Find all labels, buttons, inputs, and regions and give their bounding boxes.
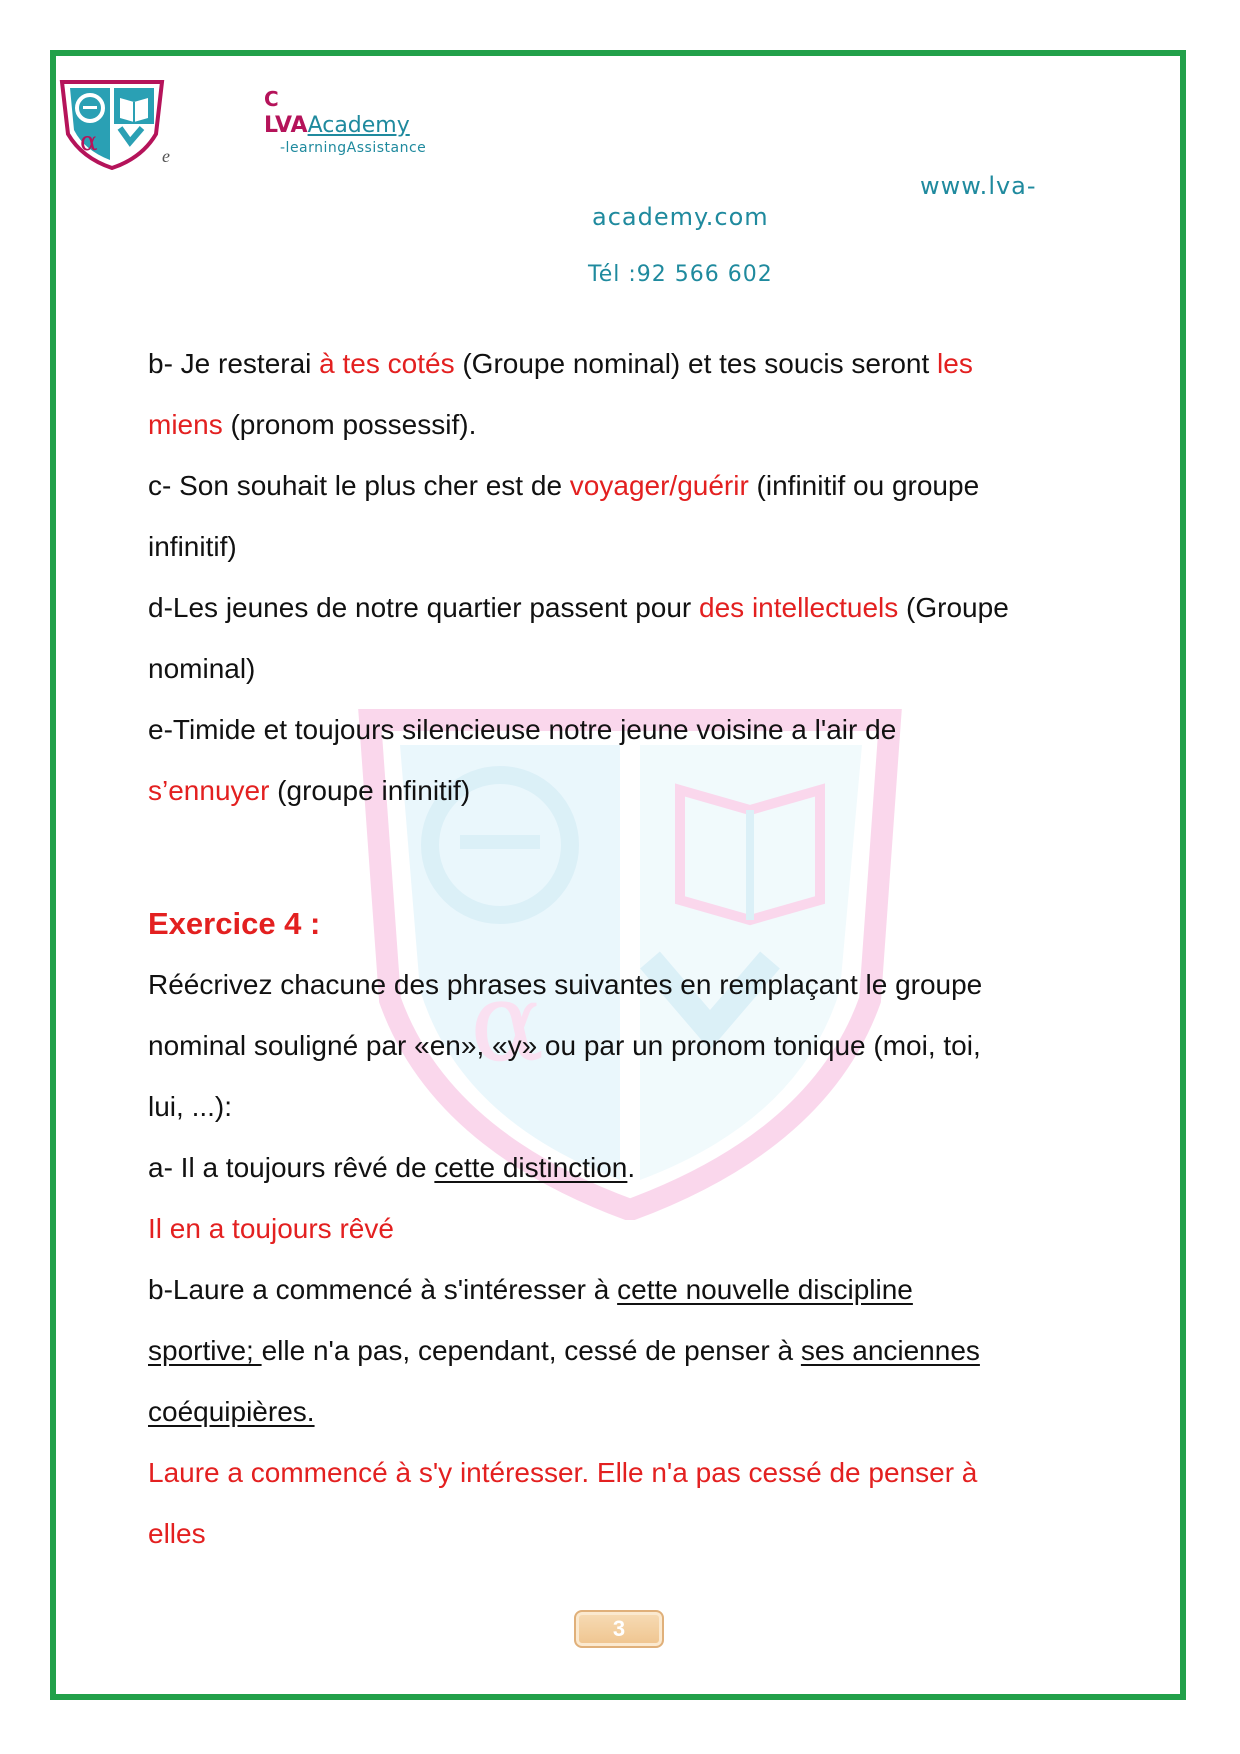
answer-d-line1 xyxy=(148,577,1108,638)
website-link-part2[interactable]: academy.com xyxy=(592,203,769,231)
question-a xyxy=(148,1137,1108,1198)
answer-b-text: (Groupe nominal) et tes soucis seront xyxy=(454,348,938,379)
answer-b-text: (pronom possessif). xyxy=(222,409,477,440)
brand-block xyxy=(264,86,426,156)
question-b-text: b-Laure a commencé à s'intéresser à xyxy=(148,1274,618,1305)
phone-number: Tél :92 566 602 xyxy=(588,262,773,287)
answer-c-line1 xyxy=(148,455,1108,516)
question-b-underlined: cette nouvelle discipline xyxy=(617,1274,913,1305)
answer-b-line1 xyxy=(148,333,1108,394)
answer-b-text: b- Je resterai xyxy=(148,348,320,379)
answer-d-line2 xyxy=(148,638,1108,699)
answer-c-line2 xyxy=(148,516,1108,577)
brand-lva-l: L xyxy=(264,113,275,138)
svg-text:α: α xyxy=(470,958,545,1086)
lva-logo xyxy=(58,78,166,170)
exercise-4-instruction-2: nominal souligné par «en», «y» ou par un pronom tonique (moi, toi, xyxy=(148,1030,981,1061)
answer-c-highlight: voyager/guérir xyxy=(569,470,749,501)
brand-lva-va: VA xyxy=(275,113,308,138)
answer-d-text: nominal) xyxy=(148,653,256,684)
answer-b-ex4-line1: Laure a commencé à s'y intéresser. Elle n'a pas cessé de penser à xyxy=(148,1457,978,1488)
answer-e-text: e-Timide et toujours silencieuse notre jeune voisine a l'air de xyxy=(148,714,897,745)
question-b-line3 xyxy=(148,1381,1108,1442)
question-b-text: elle n'a pas, cependant, cessé de penser à xyxy=(261,1335,801,1366)
answer-b-highlight: miens xyxy=(148,409,223,440)
answer-b-ex4-line2: elles xyxy=(148,1518,206,1549)
answer-c-text: infinitif) xyxy=(148,531,237,562)
answer-b-highlight: les xyxy=(937,348,973,379)
answer-b-highlight: à tes cotés xyxy=(319,348,455,379)
answer-b-line2 xyxy=(148,394,1108,455)
answer-e-line1 xyxy=(148,699,1108,760)
exercise-4-title: Exercice 4 : xyxy=(148,906,321,941)
exercise-4-instruction-3: lui, ...): xyxy=(148,1091,233,1122)
page-number: 3 xyxy=(574,1610,664,1648)
answer-d-text: (Groupe xyxy=(898,592,1009,623)
question-b-line2 xyxy=(148,1320,1108,1381)
question-b-underlined: sportive; xyxy=(148,1335,262,1366)
page-content xyxy=(148,333,1108,1564)
question-b-line1 xyxy=(148,1259,1108,1320)
brand-c: C xyxy=(264,87,279,111)
brand-name xyxy=(264,112,426,140)
svg-text:α: α xyxy=(80,127,98,157)
question-b-underlined: coéquipières. xyxy=(148,1396,315,1427)
logo-letter: e xyxy=(162,146,170,166)
question-b-underlined: ses anciennes xyxy=(800,1335,980,1366)
website-link-part1[interactable]: www.lva- xyxy=(920,172,1037,200)
brand-academy: Academy xyxy=(307,113,410,138)
answer-a: Il en a toujours rêvé xyxy=(148,1213,394,1244)
answer-c-text: (infinitif ou groupe xyxy=(748,470,980,501)
answer-e-line2 xyxy=(148,760,1108,821)
answer-c-text: c- Son souhait le plus cher est de xyxy=(148,470,570,501)
answer-d-highlight: des intellectuels xyxy=(699,592,899,623)
answer-e-highlight: s’ennuyer xyxy=(148,775,270,806)
brand-tagline: -learningAssistance xyxy=(280,140,427,156)
question-a-underlined: cette distinction xyxy=(434,1152,628,1183)
answer-d-text: d-Les jeunes de notre quartier passent pour xyxy=(148,592,700,623)
exercise-4-instruction-1: Réécrivez chacune des phrases suivantes en remplaçant le groupe xyxy=(148,969,983,1000)
spacer xyxy=(148,821,1108,893)
question-a-text: . xyxy=(627,1152,636,1183)
question-a-text: a- Il a toujours rêvé de xyxy=(148,1152,435,1183)
answer-e-text: (groupe infinitif) xyxy=(269,775,471,806)
